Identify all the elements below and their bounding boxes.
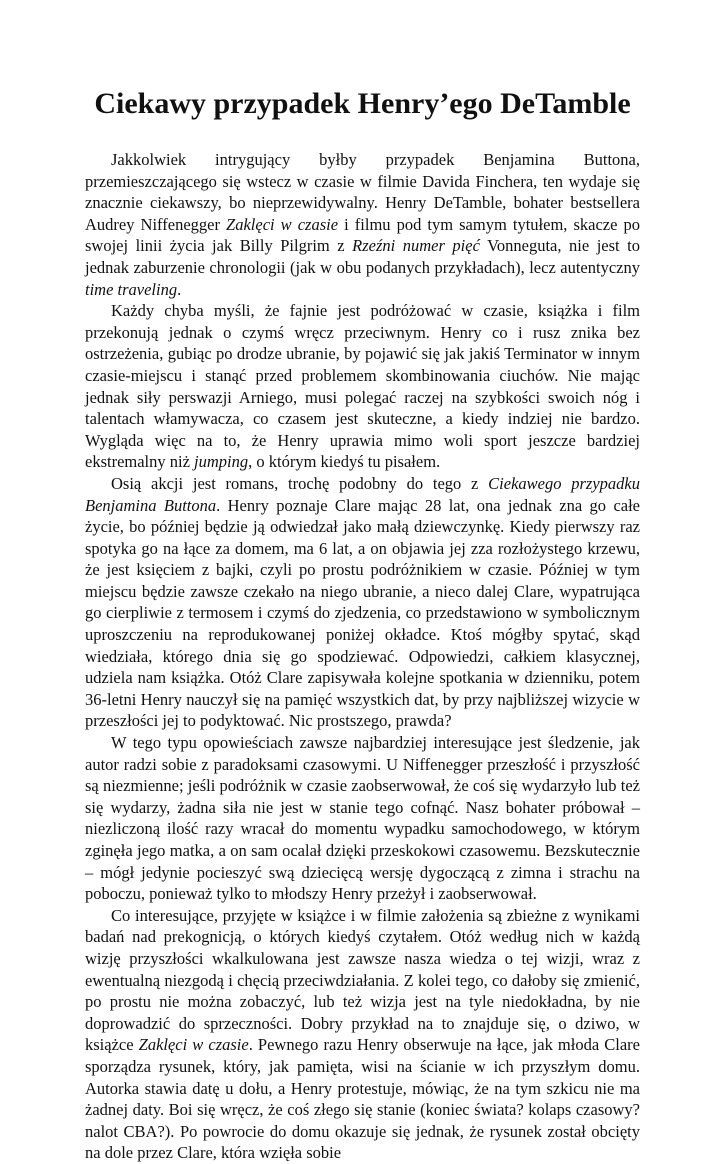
text-run: Vonneguta, nie jest to jednak zaburzenie chronologii (jak w obu podanych przykładach), lecz autentyczny [85,236,640,277]
document-title: Ciekawy przypadek Henry’ego DeTamble [94,87,631,120]
paragraph [85,732,640,905]
italic-text: Rzeźni numer pięć [352,236,480,256]
italic-text: jumping [194,452,249,472]
paragraph [85,473,640,732]
italic-text: Ciekawego przypadku Benjamina Buttona [85,473,640,515]
text-run: . Pewnego razu Henry obserwuje na łące, jak młoda Clare sporządza rysunek, który, jak pamięta, wisi na ścianie w ich przyszłym domu. Autorka stawia datę u dołu, a Henry protestuje, mówiąc, że na tym szkicu nie ma żadnej daty. Boi się wręcz, że coś złego się stanie (koniec świata? kolaps czasowy? nalot CBA?). Po powrocie do domu okazuje się jednak, że rysunek został obcięty na dole przez Clare, która wzięła sobie [85,1035,640,1163]
text-run: W tego typu opowieściach zawsze najbardziej interesujące jest śledzenie, jak autor radzi sobie z paradoksami czasowymi. U Niffenegger przeszłość i przyszłość są niezmienne; jeśli podróżnik w czasie zaobserwował, że coś się wydarzyło lub też się wydarzy, żadna siła nie jest w stanie tego cofnąć. Nasz bohater próbował – niezliczoną ilość razy wracał do momentu wypadku samochodowego, w którym zginęła jego matka, a on sam ocalał dzięki przeskokowi czasowemu. Bezskutecznie – mógł jedynie pocieszyć swą dziecięcą wersję dygoczącą z zimna i strachu na poboczu, ponieważ tylko to młodszy Henry przeżył i zaobserwował. [85,733,640,904]
text-run: Osią akcji jest romans, trochę podobny do tego z [111,473,489,493]
text-run: i filmu pod tym samym tytułem, skacze po swojej linii życia jak Billy Pilgrim z [85,214,640,256]
document-page [85,84,640,1164]
paragraph [85,905,640,1164]
text-run: Co interesujące, przyjęte w książce i w filmie założenia są zbieżne z wynikami badań nad prekognicją, o których kiedyś czytałem. Otóż według nich w każdą wizję przyszłości wkalkulowana jest zawsze nasza wiedza o tej wizji, wraz z ewentualną niezgodą i chęcią przeciwdziałania. Z kolei tego, co dałoby się zmienić, po prostu nie można zobaczyć, lub też wizja jest na tyle niedokładna, by nie doprowadzić do sprzeczności. Dobry przykład na to znajduje się, o dziwo, w książce [85,905,640,1055]
text-run: Jakkolwiek intrygujący byłby przypadek Benjamina Buttona, przemieszczającego się wstecz w czasie w filmie Davida Finchera, ten wydaje się znacznie ciekawszy, bo nieprzewidywalny. Henry DeTamble, bohater bestsellera Audrey Niffenegger [85,150,640,234]
paragraph [85,149,640,300]
text-run: . [177,279,182,299]
text-run: Każdy chyba myśli, że fajnie jest podróżować w czasie, książka i film przekonują jednak o czymś wręcz przeciwnym. Henry co i rusz znika bez ostrzeżenia, gubiąc po drodze ubranie, by pojawić się jak jakiś Terminator w innym czasie-miejscu i stanąć przed problemem skombinowania ciuchów. Nie mając jednak siły perswazji Arniego, musi polegać raczej na szybkości swoich nóg i talentach włamywacza, co czasem jest skuteczne, a kiedy indziej nie bardzo. Wygląda więc na to, że Henry uprawia mimo woli sport jeszcze bardziej ekstremalny niż [85,301,640,472]
document-body [85,149,640,1164]
paragraph [85,300,640,473]
text-run: . Henry poznaje Clare mając 28 lat, ona jednak zna go całe życie, bo później będzie ją odwiedzał jako małą dziewczynkę. Kiedy pierwszy raz spotyka go na łące za domem, ma 6 lat, a on objawia jej zza rozłożystego krzewu, że jest księciem z bajki, czyli po prostu podróżnikiem w czasie. Później w tym miejscu będzie zawsze czekało na niego ubranie, a nieco dalej Clare, wypatrująca go cierpliwie z termosem i czymś do zjedzenia, co przedstawiono w symbolicznym uproszczeniu na reprodukowanej poniżej okładce. Ktoś mógłby spytać, skąd wiedziała, którego dnia się go spodziewać. Odpowiedzi, całkiem klasycznej, udziela nam książka. Otóż Clare zapisywała kolejne spotkania w dzienniku, potem 36-letni Henry nauczył się na pamięć wszystkich dat, by przy najbliższej wizycie w przeszłości jej to podyktować. Nic prostszego, prawda? [85,495,640,731]
italic-text: time traveling [85,279,178,299]
italic-text: Zaklęci w czasie [226,214,339,234]
text-run: , o którym kiedyś tu pisałem. [248,452,441,472]
italic-text: Zaklęci w czasie [138,1035,249,1055]
